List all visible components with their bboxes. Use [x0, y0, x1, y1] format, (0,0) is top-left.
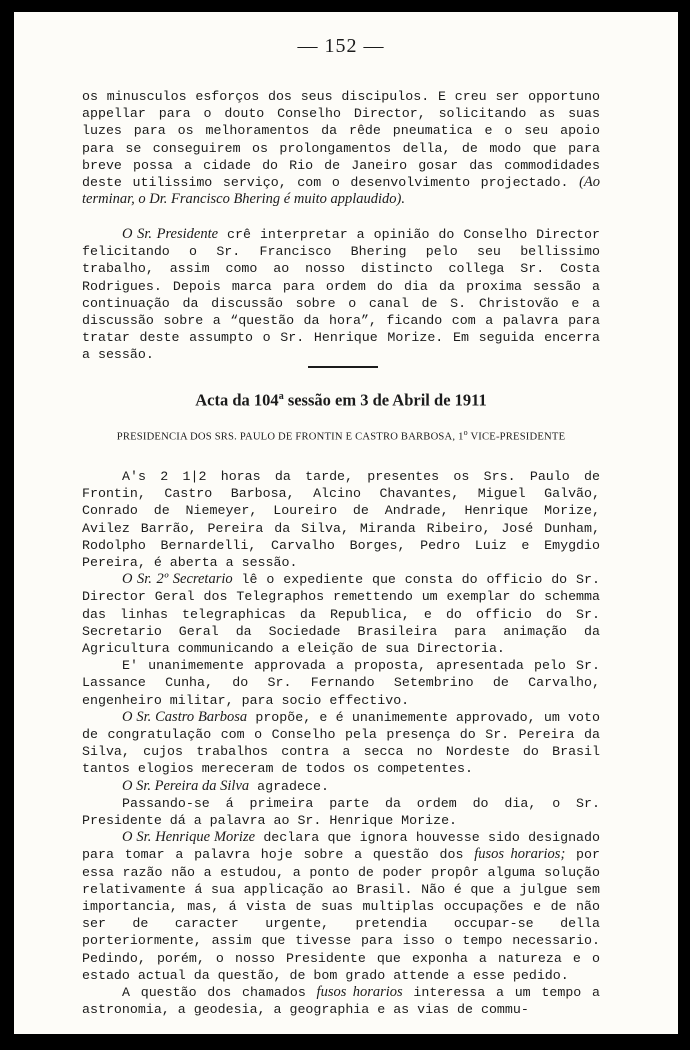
- speaker-name: O Sr. Presidente: [122, 226, 219, 242]
- presidency-text: PRESIDENCIA DOS SRS. PAULO DE FRONTIN E CASTRO BARBOSA, 1: [116, 431, 464, 443]
- emphasis-term: fusos horarios: [316, 984, 403, 1001]
- minutes-body: [82, 468, 600, 1019]
- minutes-title: [82, 386, 600, 412]
- emphasis-term: fusos horarios;: [474, 846, 566, 863]
- paragraph-text: interessa a um tempo a astronomia, a geodesia, a geographia e as vias de commu-: [82, 985, 600, 1018]
- paragraph-text: A questão dos chamados: [122, 985, 317, 1001]
- page-number: — 152 —: [297, 35, 385, 57]
- paragraph-order-of-day: Passando-se á primeira parte da ordem do dia, o Sr. Presidente dá a palavra ao Sr. Henrique Morize.: [82, 795, 600, 829]
- paragraph-morize: [82, 829, 600, 984]
- section-divider: [308, 366, 378, 368]
- presidency-role: VICE-PRESIDENTE: [467, 431, 566, 443]
- paragraph-proposal: E' unanimemente approvada a proposta, apresentada pelo Sr. Lassance Cunha, do Sr. Fernando Setembrino de Carvalho, engenheiro militar, para socio effectivo.: [82, 658, 600, 708]
- paragraph-text: declara que ignora houvesse sido designado para tomar a palavra hoje sobre a questão dos: [82, 830, 600, 863]
- minutes-title-sup: a: [278, 391, 284, 402]
- presidency-line: [82, 424, 600, 446]
- paragraph-text: por essa razão não a estudou, a ponto de poder propôr alguma solução relativamente á sua applicação ao Brasil. Não é que a julgue sem importancia, mas, á vista de suas multiplas occupações e de não ser de caracter urgente, pretendia occupar-se della porteriormente, assim que tivesse para isso o tempo necessario. Pedindo, porém, o nosso Presidente que exponha a natureza e o estado actual da questão, de bom grado attende a esse pedido.: [82, 847, 600, 983]
- paragraph: [82, 226, 600, 364]
- paragraph-time-zones: [82, 984, 600, 1018]
- paragraph-attendance: A's 2 1|2 horas da tarde, presentes os Srs. Paulo de Frontin, Castro Barbosa, Alcino Chavantes, Miguel Galvão, Conrado de Niemeyer, Loureiro de Andrade, Henrique Morize, Avilez Barrão, Pereira da Silva, Miranda Ribeiro, José Dunham, Rodolpho Bernardelli, Carvalho Borges, Pedro Luiz e Emygdio Pereira, é aberta a sessão.: [82, 469, 600, 571]
- minutes-title-main: Acta da 104: [195, 390, 279, 410]
- paragraph-text: agradece.: [249, 778, 329, 794]
- paragraph-closing-remarks: [82, 88, 600, 208]
- scanned-page: [14, 12, 678, 1034]
- paragraph-pereira-silva: [82, 778, 600, 795]
- speaker-name: O Sr. Pereira da Silva: [122, 777, 250, 794]
- presidency-sup: o: [463, 428, 468, 437]
- speaker-name: O Sr. 2º Secretario: [122, 571, 233, 588]
- minutes-title-date: sessão em 3 de Abril de 1911: [283, 390, 487, 410]
- paragraph-castro-barbosa: [82, 709, 600, 778]
- paragraph-president: [82, 226, 600, 364]
- speaker-name: O Sr. Castro Barbosa: [122, 708, 248, 725]
- paragraph: [82, 88, 600, 208]
- paragraph-text: lê o expediente que consta do officio do Sr. Director Geral dos Telegraphos remettendo um exemplar do schemma das linhas telegraphicas da Republica, e do officio do Sr. Secretario Geral da Sociedade Brasileira para animação da Agricultura communicando a eleição de sua Directoria.: [82, 572, 601, 657]
- paragraph-text: os minusculos esforços dos seus discipulos. E creu ser opportuno appellar para o douto Conselho Director, solicitando as suas luzes para os melhoramentos da rêde pneumatica e o seu apoio para se conseguirem os prolongamentos della, de modo que para breve possa a cidade do Rio de Janeiro gosar das commodidades deste utilissimo serviço, com o desenvolvimento projectado.: [82, 89, 600, 191]
- stage-direction: (Ao terminar, o Dr. Francisco Bhering é muito applaudido).: [82, 174, 600, 208]
- paragraph-text: propõe, e é unanimemente approvado, um voto de congratulação com o Conselho pela presença do Sr. Pereira da Silva, cujos trabalhos contra a secca no Nordeste do Brasil tantos elogios mereceram de todos os competentes.: [82, 709, 600, 777]
- speaker-name: O Sr. Henrique Morize: [122, 829, 256, 846]
- paragraph-secretary: [82, 571, 600, 657]
- paragraph-text: crê interpretar a opinião do Conselho Director felicitando o Sr. Francisco Bhering pelo seu bellissimo trabalho, assim como ao nosso distincto collega Sr. Costa Rodrigues. Depois marca para ordem do dia da proxima sessão a continuação da discussão sobre o canal de S. Christovão e a discussão sobre a “questão da hora”, ficando com a palavra para tratar deste assumpto o Sr. Henrique Morize. Em seguida encerra a sessão.: [82, 227, 600, 363]
